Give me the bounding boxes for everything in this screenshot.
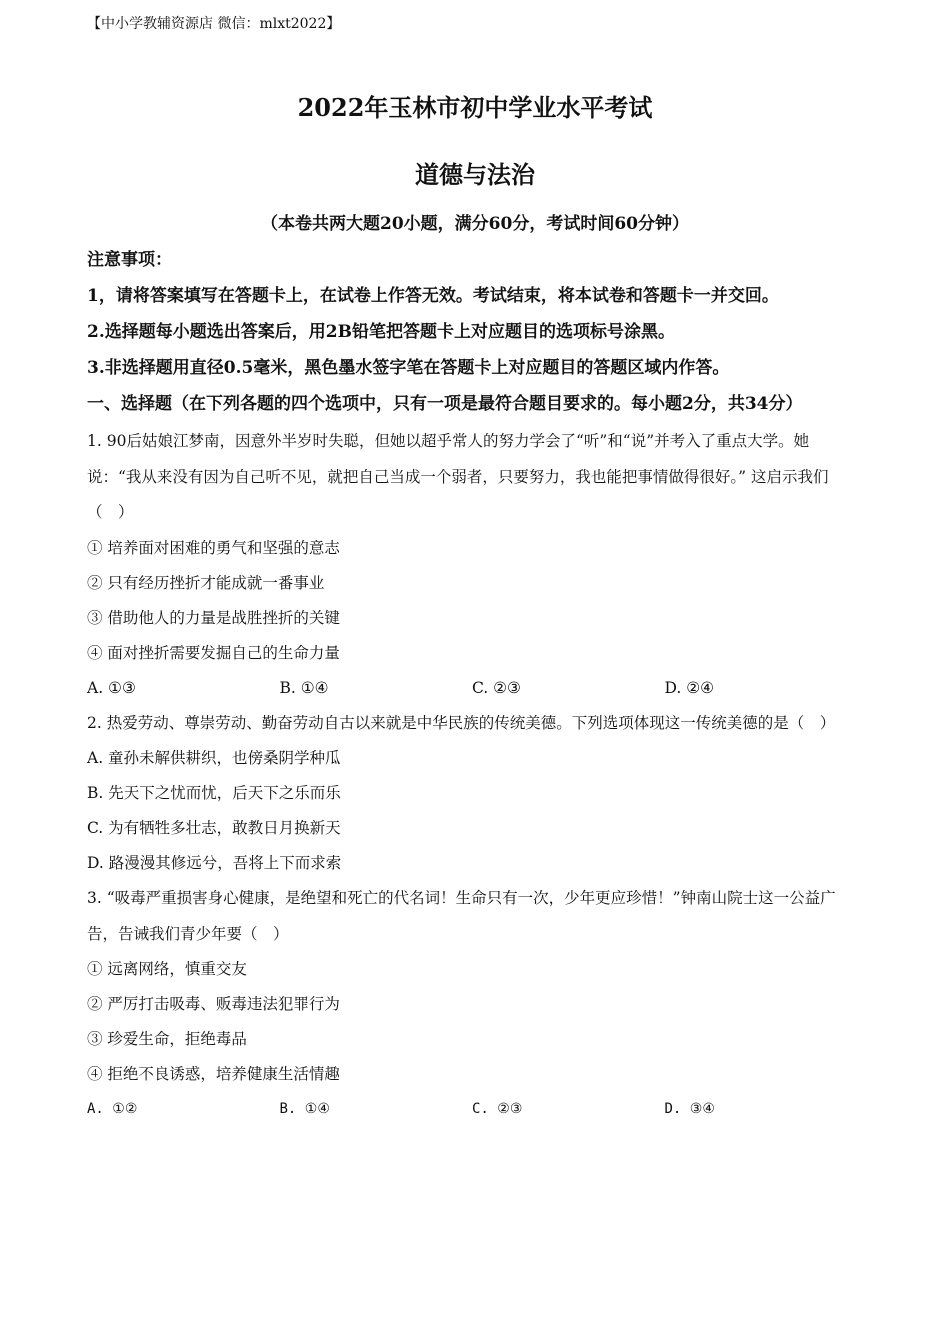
question-3-stem: 3. “吸毒严重损害身心健康，是绝望和死亡的代名词！生命只有一次，少年更应珍惜！”钟南山院士这一公益广告，告诫我们青少年要（ ） (87, 889, 836, 943)
q3-choice-a: A. ①② (87, 1101, 138, 1117)
q3-choices (87, 1092, 857, 1127)
q3-item: ① 远离网络，慎重交友 (87, 960, 247, 978)
question-2-stem: 2. 热爱劳动、尊崇劳动、勤奋劳动自古以来就是中华民族的传统美德。下列选项体现这一传统美德的是（ ） (87, 713, 836, 732)
q1-item: ② 只有经历挫折才能成就一番事业 (87, 573, 325, 592)
q1-item: ③ 借助他人的力量是战胜挫折的关键 (87, 608, 340, 627)
q3-item: ② 严厉打击吸毒、贩毒违法犯罪行为 (87, 995, 340, 1013)
q2-choice-c: C. 为有牺牲多壮志，敢教日月换新天 (87, 819, 341, 837)
q1-choice-c: C. ②③ (472, 678, 521, 697)
header-note: 【中小学教辅资源店 微信：mlxt2022】 (87, 16, 341, 32)
q1-choice-a: A. ①③ (87, 678, 136, 697)
note-1: 1，请将答案填写在答题卡上，在试卷上作答无效。考试结束，将本试卷和答题卡一并交回。 (87, 286, 779, 306)
q2-choice-d: D. 路漫漫其修远兮，吾将上下而求索 (87, 854, 342, 872)
q2-choice-b: B. 先天下之忧而忧，后天下之乐而乐 (87, 784, 341, 802)
q3-choice-c: C. ②③ (472, 1101, 523, 1117)
note-2: 2.选择题每小题选出答案后，用2B铅笔把答题卡上对应题目的选项标号涂黑。 (87, 322, 675, 342)
q1-choices (87, 671, 857, 706)
exam-info: （本卷共两大题20小题，满分60分，考试时间60分钟） (261, 214, 689, 234)
q3-choice-d: D. ③④ (664, 1101, 715, 1117)
q1-item: ④ 面对挫折需要发掘自己的生命力量 (87, 643, 340, 662)
q1-choice-d: D. ②④ (664, 678, 715, 697)
section-1-heading: 一、选择题（在下列各题的四个选项中，只有一项是最符合题目要求的。每小题2分，共34分） (87, 394, 803, 414)
q2-choice-a: A. 童孙未解供耕织，也傍桑阴学种瓜 (87, 749, 341, 767)
q1-choice-b: B. ①④ (279, 678, 329, 697)
exam-title: 2022年玉林市初中学业水平考试 (297, 93, 653, 122)
question-1-stem: 1. 90后姑娘江梦南，因意外半岁时失聪，但她以超乎常人的努力学会了“听”和“说”并考入了重点大学。她说：“我从来没有因为自己听不见，就把自己当成一个弱者，只要努力，我也能把事情做得很好。” 这启示我们（ ） (87, 432, 829, 521)
notes-title: 注意事项： (87, 250, 172, 270)
q3-item: ④ 拒绝不良诱惑，培养健康生活情趣 (87, 1065, 340, 1083)
q1-item: ① 培养面对困难的勇气和坚强的意志 (87, 538, 340, 557)
subject-title: 道德与法治 (415, 160, 535, 189)
exam-content (87, 242, 857, 1127)
note-3: 3.非选择题用直径0.5毫米，黑色墨水签字笔在答题卡上对应题目的答题区域内作答。 (87, 358, 730, 378)
q3-choice-b: B. ①④ (279, 1101, 330, 1117)
q3-item: ③ 珍爱生命，拒绝毒品 (87, 1030, 247, 1048)
